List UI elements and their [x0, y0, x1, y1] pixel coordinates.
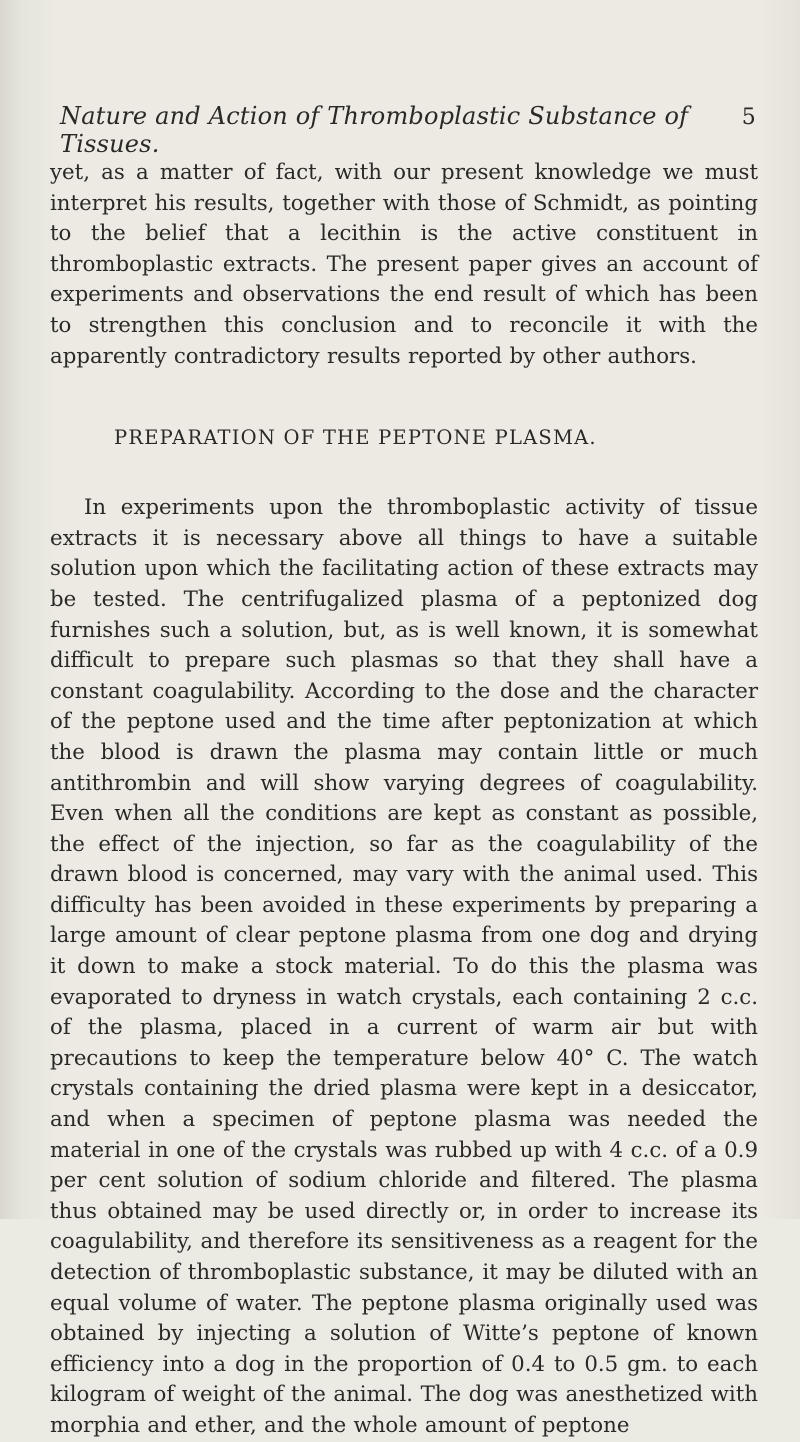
paragraph-intro: yet, as a matter of fact, with our present knowledge we must interpret his results, together with those of Schmidt, as pointing to the belief that a lecithin is the active constituent in thromboplastic extracts. The present paper gives an account of experiments and observations the end result of which has been to strengthen this conclusion and to reconcile it with the apparently contradictory results reported by other authors. — [50, 160, 758, 369]
running-head — [60, 102, 758, 158]
page-content — [50, 102, 758, 1442]
running-head-title: Nature and Action of Thromboplastic Substance of Tissues. — [60, 102, 689, 158]
section-heading: PREPARATION OF THE PEPTONE PLASMA. — [114, 426, 597, 450]
paragraph-preparation: In experiments upon the thromboplastic activity of tissue extracts it is necessary above all things to have a suitable solution upon which the facilitating action of these extracts may be tested. The centrifugalized plasma of a peptonized dog furnishes such a solution, but, as is well known, it is somewhat difficult to prepare such plasmas so that they shall have a constant coagulability. According to the dose and the character of the peptone used and the time after peptonization at which the blood is drawn the plasma may contain little or much antithrombin and will show varying degrees of coagulability. Even when all the conditions are kept as constant as possible, the effect of the injection, so far as the coagulability of the drawn blood is concerned, may vary with the animal used. This difficulty has been avoided in these experiments by preparing a large amount of clear peptone plasma from one dog and drying it down to make a stock material. To do this the plasma was evaporated to dryness in watch crystals, each containing 2 c.c. of the plasma, placed in a current of warm air but with precautions to keep the temperature below 40° C. The watch crystals containing the dried plasma were kept in a desiccator, and when a specimen of peptone plasma was needed the material in one of the crystals was rubbed up with 4 c.c. of a 0.9 per cent solution of sodium chloride and filtered. The plasma thus obtained may be used directly or, in order to increase its coagulability, and therefore its sensitiveness as a reagent for the detection of thromboplastic substance, it may be diluted with an equal volume of water. The peptone plasma originally used was obtained by injecting a solution of Witte’s peptone of known efficiency into a dog in the proportion of 0.4 to 0.5 gm. to each kilogram of weight of the animal. The dog was anesthetized with morphia and ether, and the whole amount of peptone — [50, 495, 758, 1438]
page-number: 5 — [741, 105, 756, 130]
